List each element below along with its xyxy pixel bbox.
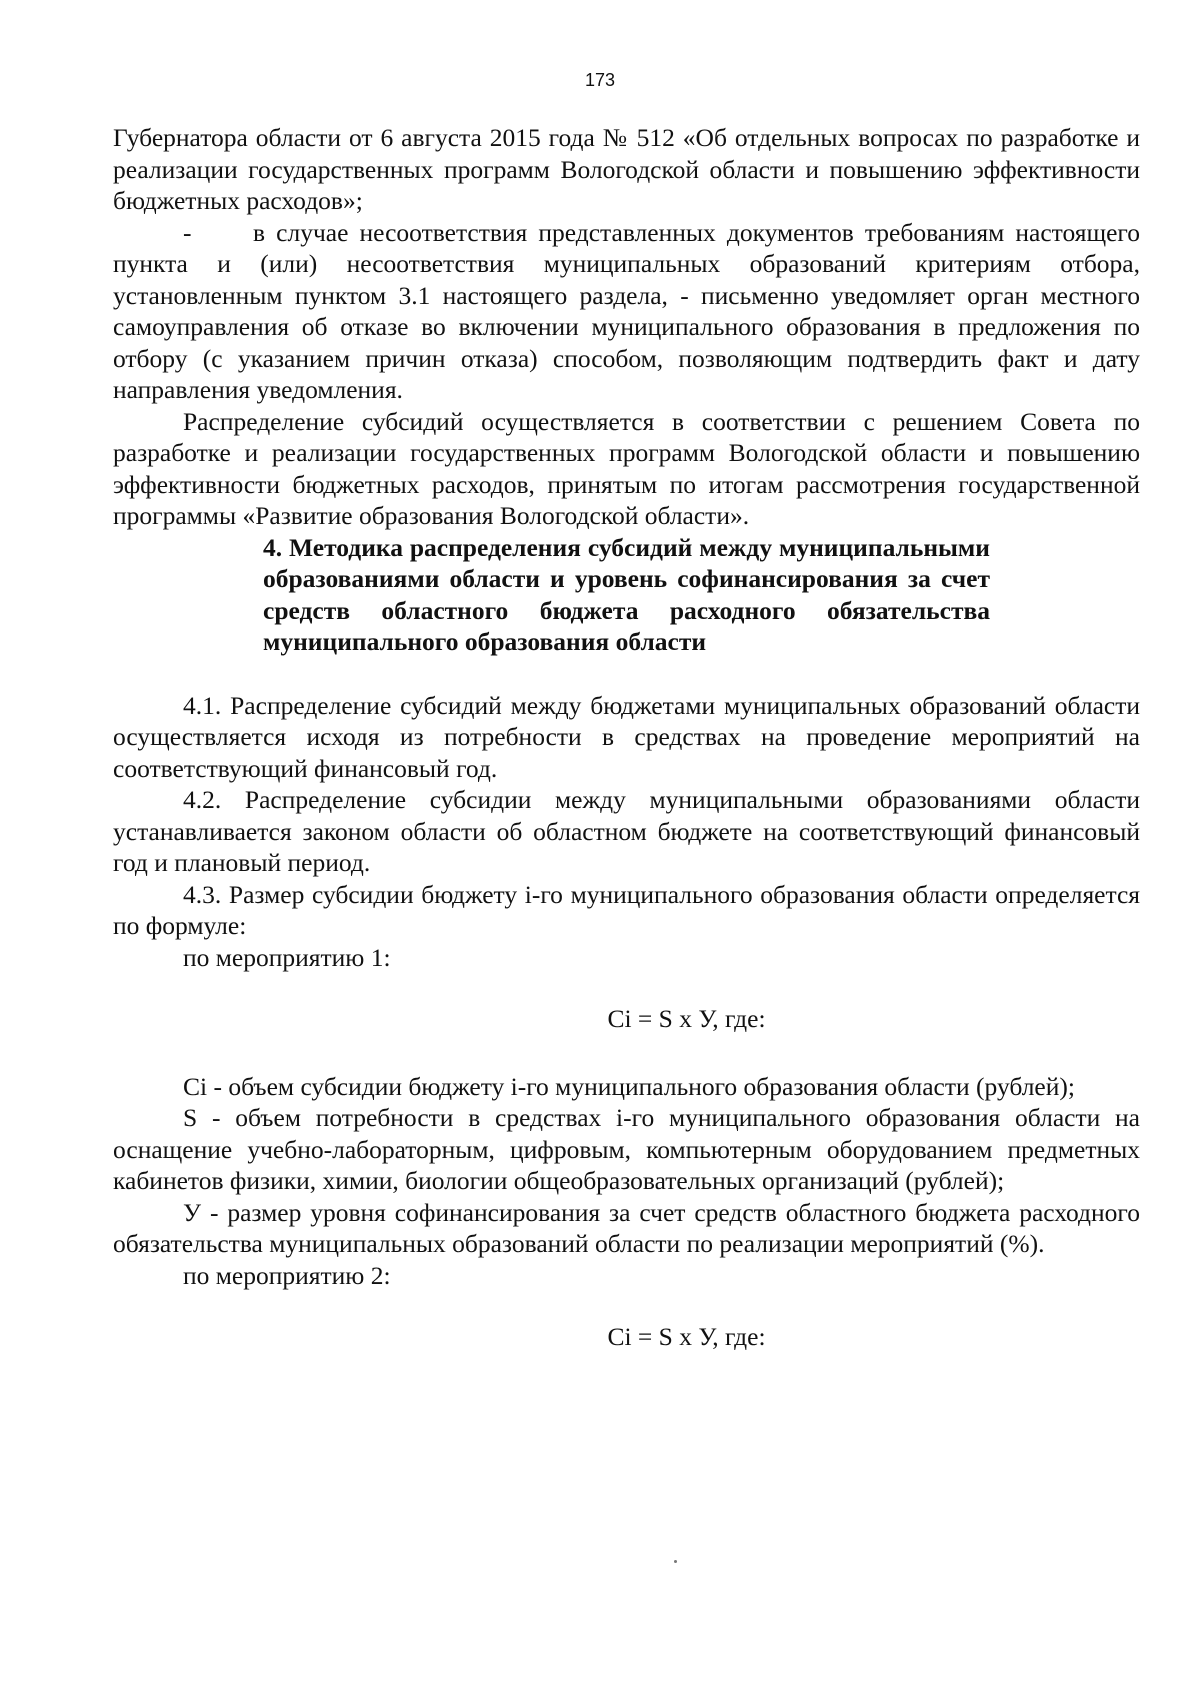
page-number: 173 (584, 70, 616, 90)
paragraph-distribution: Распределение субсидий осуществляется в соответствии с решением Совета по разработке и реализации государственных программ Вологодской области и повышению эффективности бюджетных расходов, принятым по итогам рассмотрения государственной программы «Развитие образования Вологодской области». (113, 406, 1140, 530)
paragraph-4-1: 4.1. Распределение субсидий между бюджетами муниципальных образований области осуществляется исходя из потребности в средствах на проведение мероприятий на соответствующий финансовый год. (113, 690, 1140, 783)
paragraph-4-3: 4.3. Размер субсидии бюджету i-го муниципального образования области определяется по формуле: (113, 879, 1140, 940)
document-body (113, 122, 1140, 1389)
list-dash: - (183, 217, 192, 247)
paragraph-notification-item (113, 217, 1140, 406)
formula-2: Ci = S x У, где: (607, 1322, 766, 1351)
definition-ci: Ci - объем субсидии бюджету i-го муниципального образования области (рублей); (183, 1071, 1075, 1101)
formula-1: Ci = S x У, где: (607, 1004, 766, 1033)
section-heading: 4. Методика распределения субсидий между муниципальными образованиями области и уровень софинансирования за счет средств областного бюджета расходного обязательства муниципального образования области (263, 532, 990, 656)
notification-item-text: в случае несоответствия представленных документов требованиям настоящего пункта и (или) несоответствия муниципальных образований критериям отбора, установленным пунктом 3.1 настоящего раздела, - письменно уведомляет орган местного самоуправления об отказе во включении муниципального образования в предложения по отбору (с указанием причин отказа) способом, позволяющим подтвердить факт и дату направления уведомления. (113, 217, 1140, 404)
definition-u: У - размер уровня софинансирования за счет средств областного бюджета расходного обязательства муниципальных образований области по реализации мероприятий (%). (113, 1197, 1140, 1258)
definition-s: S - объем потребности в средствах i-го муниципального образования области на оснащение учебно-лабораторным, цифровым, компьютерным оборудованием предметных кабинетов физики, химии, биологии общеобразовательных организаций (рублей); (113, 1103, 1140, 1195)
paragraph-governor-decree: Губернатора области от 6 августа 2015 года № 512 «Об отдельных вопросах по разработке и реализации государственных программ Вологодской области и повышению эффективности бюджетных расходов»; (113, 123, 1140, 215)
event-2-label: по мероприятию 2: (183, 1260, 391, 1290)
paragraph-4-2: 4.2. Распределение субсидии между муниципальными образованиями области устанавливается законом области об областном бюджете на соответствующий финансовый год и плановый период. (113, 785, 1140, 877)
scan-artifact-dot (674, 1560, 677, 1563)
event-1-label: по мероприятию 1: (183, 942, 391, 972)
